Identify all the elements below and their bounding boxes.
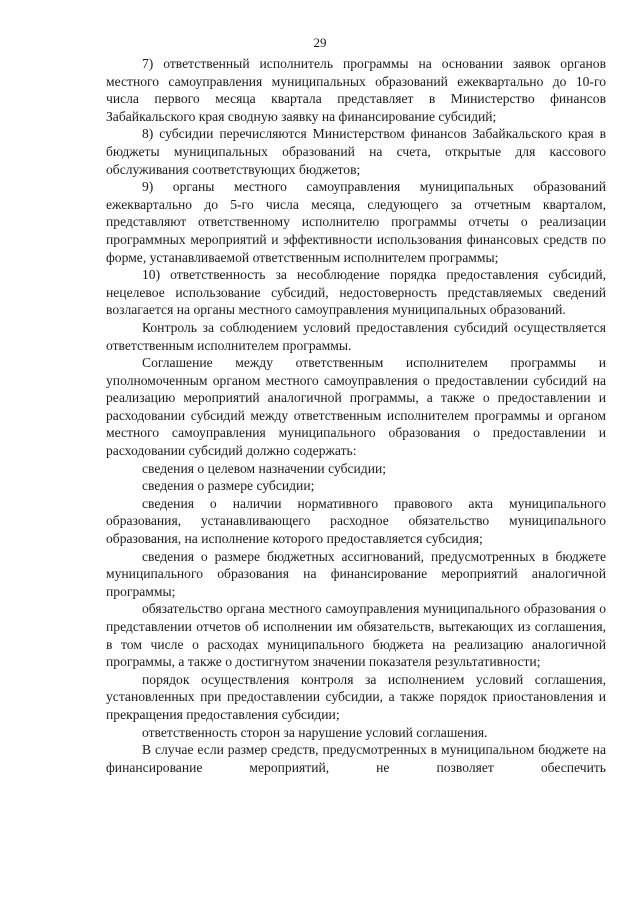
paragraph-reporting-obligation: обязательство органа местного самоуправления муниципального образования о представлении отчетов об исполнении им обязательств, вытекающих из соглашения, в том числе о расходах муниципального бюджета на реализацию аналогичной программы, а также о достигнутом значении показателя результативности; <box>106 601 606 670</box>
paragraph-item-7: 7) ответственный исполнитель программы на основании заявок органов местного самоуправления муниципальных образований ежеквартально до 10-го числа первого месяца квартала представляет в Министерство финансов Забайкальского края сводную заявку на финансирование субсидий; <box>106 56 606 124</box>
paragraph-item-9: 9) органы местного самоуправления муниципальных образований ежеквартально до 5-го числа месяца, следующего за отчетным кварталом, представляют ответственному исполнителю программы отчеты о реализации программных мероприятий и эффективности использования финансовых средств по форме, устанавливаемой ответственным исполнителем программы; <box>106 179 606 265</box>
page-number: 29 <box>313 35 327 50</box>
paragraph-item-8: 8) субсидии перечисляются Министерством финансов Забайкальского края в бюджеты муниципальных образований на счета, открытые для кассового обслуживания соответствующих бюджетов; <box>106 126 606 177</box>
paragraph-subsidy-size: сведения о размере субсидии; <box>142 478 315 494</box>
paragraph-agreement: Соглашение между ответственным исполнителем программы и уполномоченным органом местного самоуправления о предоставлении субсидий на реализацию мероприятий аналогичной программы, а также о предоставлении и расходовании субсидий между ответственным исполнителем программы и органом местного самоуправления муниципального образования о предоставлении и расходовании субсидий должно содержать: <box>106 355 606 459</box>
document-body <box>106 55 606 776</box>
paragraph-item-10: 10) ответственность за несоблюдение порядка предоставления субсидий, нецелевое использование субсидий, недостоверность представляемых сведений возлагается на органы местного самоуправления муниципальных образований. <box>106 267 606 318</box>
paragraph-control: Контроль за соблюдением условий предоставления субсидий осуществляется ответственным исполнителем программы. <box>106 319 606 353</box>
paragraph-control-procedure: порядок осуществления контроля за исполнением условий соглашения, установленных при предоставлении субсидии, а также порядок приостановления и прекращения предоставления субсидии; <box>106 671 606 722</box>
paragraph-liability: ответственность сторон за нарушение условий соглашения. <box>142 724 488 740</box>
paragraph-insufficient-funds: В случае если размер средств, предусмотренных в муниципальном бюджете на финансирование мероприятий, не позволяет обеспечить <box>106 742 606 775</box>
paragraph-budget-allocations: сведения о размере бюджетных ассигнований, предусмотренных в бюджете муниципального образования на финансирование мероприятий аналогичной программы; <box>106 548 606 599</box>
paragraph-subsidy-purpose: сведения о целевом назначении субсидии; <box>142 460 387 476</box>
paragraph-legal-act: сведения о наличии нормативного правового акта муниципального образования, устанавливающего расходное обязательство муниципального образования, на исполнение которого предоставляется субсидия; <box>106 495 606 547</box>
